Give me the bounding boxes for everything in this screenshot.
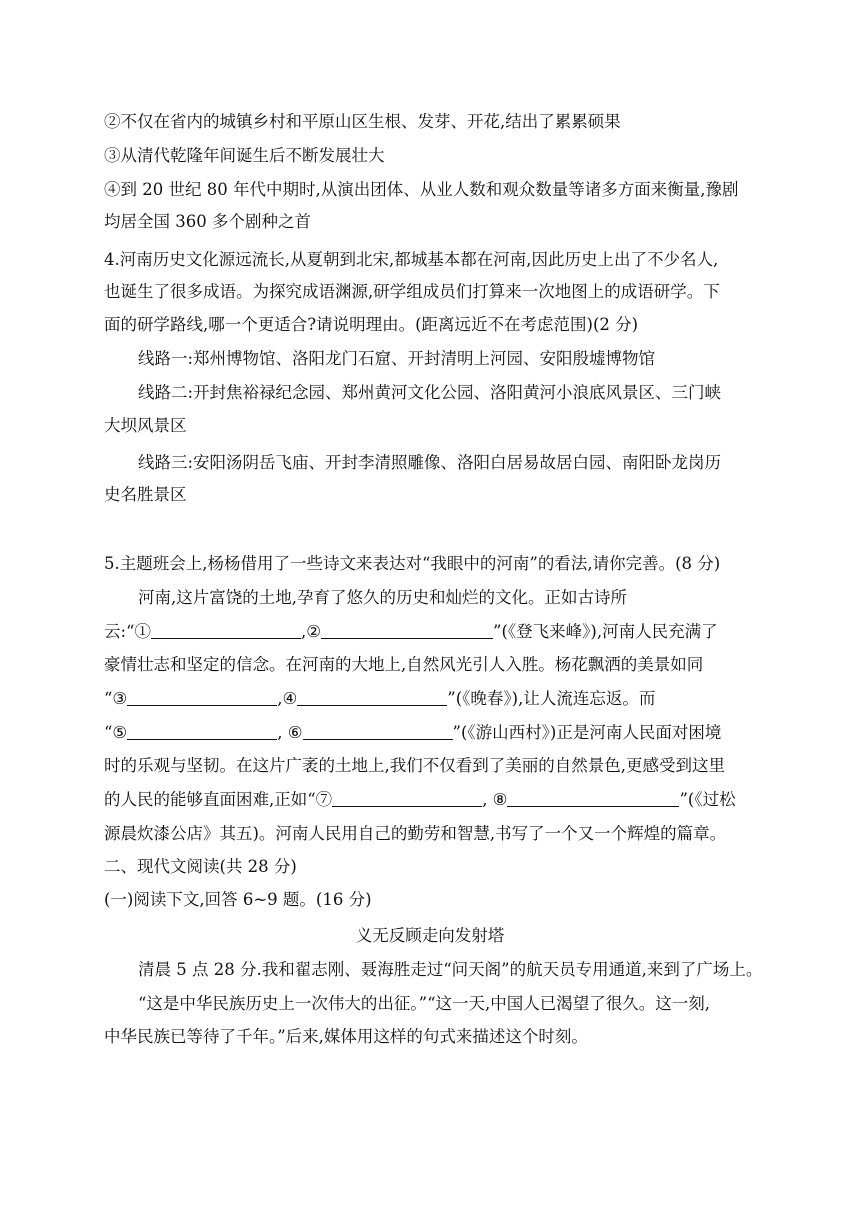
article-para-2-line1: “这是中华民族历史上一次伟大的出征。”“这一天,中国人已渴望了很久。这一刻, (138, 994, 711, 1013)
question-5-para-line6: 时的乐观与坚韧。在这片广袤的土地上,我们不仅看到了美丽的自然景色,更感受到这里 (104, 756, 725, 775)
option-3: ③从清代乾隆年间诞生后不断发展壮大 (104, 146, 385, 165)
option-2: ②不仅在省内的城镇乡村和平原山区生根、发芽、开花,结出了累累硕果 (104, 112, 621, 131)
question-5-para-line7: 的人民的能够直面困难,正如“⑦ , ⑧ ”(《过松 (104, 790, 736, 809)
route-3-line1: 线路三:安阳汤阴岳飞庙、开封李清照雕像、洛阳白居易故居白园、南阳卧龙岗历 (138, 453, 722, 472)
route-1: 线路一:郑州博物馆、洛阳龙门石窟、开封清明上河园、安阳殷墟博物馆 (138, 349, 656, 368)
section-2-heading: 二、现代文阅读(共 28 分) (104, 857, 297, 876)
question-5-para-line5: “⑤ , ⑥ ”(《游山西村》)正是河南人民面对困境 (104, 723, 722, 742)
option-4-line2: 均居全国 360 多个剧种之首 (104, 212, 311, 231)
reading-1-instruction: (一)阅读下文,回答 6~9 题。(16 分) (104, 890, 372, 909)
option-4-line1: ④到 20 世纪 80 年代中期时,从演出团体、从业人数和观众数量等诸多方面来衡量,豫剧 (104, 180, 739, 199)
article-para-2-line2: 中华民族已等待了千年。”后来,媒体用这样的句式来描述这个时刻。 (104, 1027, 588, 1046)
answer-blank-4[interactable] (297, 688, 447, 706)
answer-blank-5[interactable] (127, 722, 277, 740)
answer-blank-2[interactable] (321, 621, 493, 639)
question-5-para-line4: “③ ,④ ”(《晚春》),让人流连忘返。而 (104, 689, 656, 708)
question-4-line3: 面的研学路线,哪一个更适合?请说明理由。(距离远近不在考虑范围)(2 分) (104, 315, 639, 334)
question-5-para-line8: 源晨炊漆公店》其五)。河南人民用自己的勤劳和智慧,书写了一个又一个辉煌的篇章。 (104, 824, 727, 843)
answer-blank-6[interactable] (303, 722, 453, 740)
question-4-line2: 也诞生了很多成语。为探究成语渊源,研学组成员们打算来一次地图上的成语研学。下 (104, 282, 720, 301)
answer-blank-8[interactable] (507, 789, 679, 807)
route-2-line2: 大坝风景区 (104, 416, 187, 435)
question-4-line1: 4.河南历史文化源远流长,从夏朝到北宋,都城基本都在河南,因此历史上出了不少名人, (104, 250, 719, 269)
question-5-para-line2: 云:“① ,② ”(《登飞来峰》),河南人民充满了 (104, 622, 718, 641)
question-5-para-line3: 豪情壮志和坚定的信念。在河南的大地上,自然风光引人入胜。杨花飘洒的美景如同 (104, 655, 704, 674)
question-5-prompt: 5.主题班会上,杨杨借用了一些诗文来表达对“我眼中的河南”的看法,请你完善。(8 分) (104, 554, 721, 573)
route-3-line2: 史名胜景区 (104, 485, 187, 504)
article-title: 义无反顾走向发射塔 (355, 926, 505, 945)
answer-blank-3[interactable] (127, 688, 277, 706)
article-para-1: 清晨 5 点 28 分.我和翟志刚、聂海胜走过“问天阁”的航天员专用通道,来到了广场上。 (138, 960, 763, 979)
question-5-para-line1: 河南,这片富饶的土地,孕育了悠久的历史和灿烂的文化。正如古诗所 (138, 588, 627, 607)
answer-blank-1[interactable] (151, 621, 301, 639)
route-2-line1: 线路二:开封焦裕禄纪念园、郑州黄河文化公园、洛阳黄河小浪底风景区、三门峡 (138, 383, 722, 402)
answer-blank-7[interactable] (332, 789, 482, 807)
